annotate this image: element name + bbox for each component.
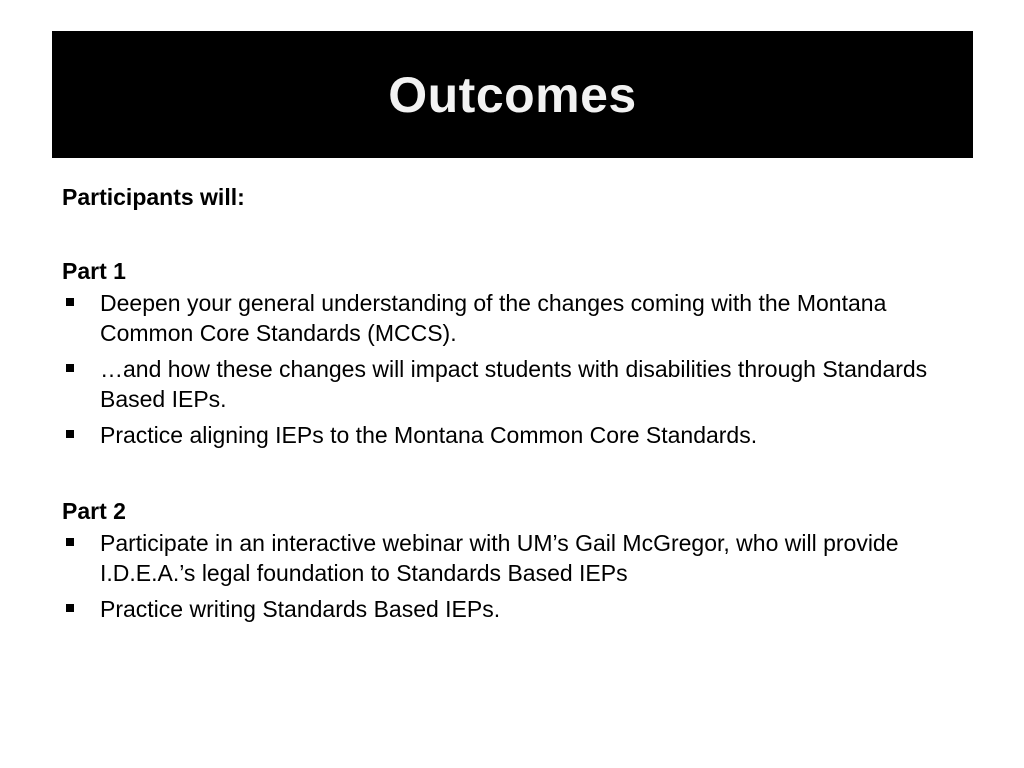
list-item-text: Deepen your general understanding of the changes coming with the Montana Common Core Standards (MCCS). [100, 290, 887, 346]
part-1-section [62, 254, 972, 450]
list-item-text: Participate in an interactive webinar with UM’s Gail McGregor, who will provide I.D.E.A.’s legal foundation to Standards Based IEPs [100, 530, 899, 586]
part-1-heading: Part 1 [62, 258, 126, 284]
list-item [62, 354, 972, 414]
slide-title: Outcomes [388, 66, 637, 123]
square-bullet-icon [66, 538, 74, 546]
list-item [62, 528, 972, 588]
slide-content [62, 180, 972, 630]
list-item-text: Practice aligning IEPs to the Montana Common Core Standards. [100, 422, 758, 448]
intro-text: Participants will: [62, 184, 245, 210]
part-2-list [62, 528, 972, 624]
list-item [62, 288, 972, 348]
title-bar [52, 31, 973, 158]
list-item-text: …and how these changes will impact students with disabilities through Standards Based IEPs. [100, 356, 928, 412]
part-2-section [62, 494, 972, 624]
list-item-text: Practice writing Standards Based IEPs. [100, 596, 501, 622]
square-bullet-icon [66, 604, 74, 612]
list-item [62, 594, 972, 624]
list-item [62, 420, 972, 450]
part-2-heading: Part 2 [62, 498, 126, 524]
square-bullet-icon [66, 298, 74, 306]
square-bullet-icon [66, 364, 74, 372]
square-bullet-icon [66, 430, 74, 438]
part-1-list [62, 288, 972, 450]
